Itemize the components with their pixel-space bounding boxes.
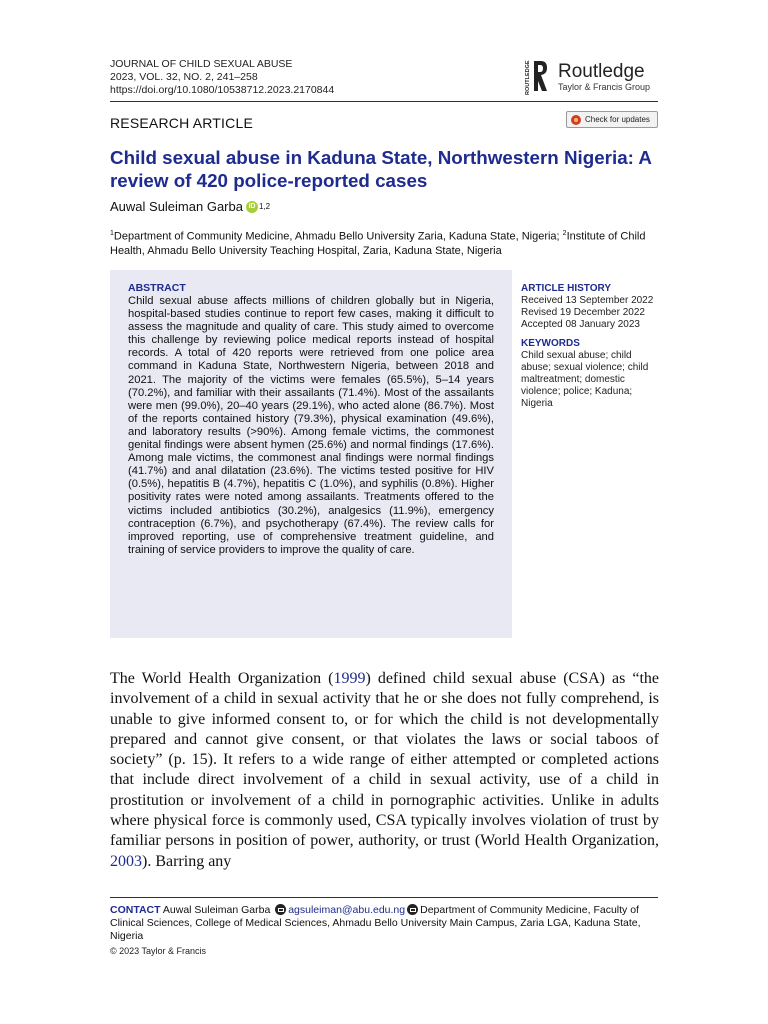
keywords-list: Child sexual abuse; child abuse; sexual violence; child maltreatment; domestic violence; police; Kaduna; Nigeria	[521, 349, 649, 410]
affiliation-1: Department of Community Medicine, Ahmadu Bello University Zaria, Kaduna State, Nigeria;	[113, 230, 563, 243]
copyright-notice: © 2023 Taylor & Francis	[110, 946, 207, 956]
keywords-heading: KEYWORDS	[521, 337, 580, 349]
header-divider	[110, 101, 658, 102]
article-type: RESEARCH ARTICLE	[110, 115, 253, 131]
email-icon	[275, 904, 286, 915]
author-line	[110, 199, 270, 214]
footer-divider	[110, 897, 658, 898]
contact-email-link[interactable]: agsuleiman@abu.edu.ng	[288, 904, 406, 916]
check-for-updates-button[interactable]	[566, 111, 658, 128]
contact-footnote	[110, 904, 660, 943]
author-name[interactable]: Auwal Suleiman Garba	[110, 199, 243, 214]
journal-header	[110, 58, 334, 97]
publisher-logo	[524, 56, 650, 98]
affiliation-2: Institute of Child Health, Ahmadu Bello University Teaching Hospital, Zaria, Kaduna State, Nigeria	[110, 230, 646, 257]
body-paragraph	[110, 669, 659, 872]
accepted-date: Accepted 08 January 2023	[521, 319, 640, 331]
contact-address: Department of Community Medicine, Faculty of Clinical Sciences, College of Medical Sciences, Ahmadu Bello University Main Campus, Zaria LGA, Kaduna State, Nigeria	[110, 904, 641, 942]
address-icon	[407, 904, 418, 915]
author-affiliation-marks: 1,2	[258, 202, 271, 211]
article-sidebar	[521, 282, 661, 411]
publisher-name: Routledge	[558, 60, 645, 82]
body-text-2: ) defined child sexual abuse (CSA) as “the involvement of a child in sexual activity that he or she does not fully comprehend, is unable to give informed consent to, or for which the child is not developmentally prepared and cannot give consent, or that violates the laws or social taboos of society” (p. 15). It refers to a wide range of either attempted or completed actions that include direct involvement of a child in sexual activity, use of a child in prostitution or involvement of a child in pornographic activities. Unlike in adults where physical force is commonly used, CSA typically involves violation of trust by familiar persons in position of power, authority, or trust (World Health Organization,	[110, 670, 660, 850]
affiliation-mark-1: 1	[110, 230, 114, 237]
affiliation-mark-2: 2	[562, 230, 567, 237]
article-history-heading: ARTICLE HISTORY	[521, 283, 612, 294]
orcid-icon[interactable]: iD	[246, 201, 258, 213]
abstract-box	[110, 270, 512, 638]
abstract-text: Child sexual abuse affects millions of children globally but in Nigeria, hospital-based studies continue to report few cases, making it difficult to assess the magnitude and quality of care. This study aimed to overcome this challenge by reviewing police medical reports instead of hospital records. A total of 420 reports were retrieved from one police area command in Kaduna State, Northwestern Nigeria, between 2018 and 2021. The majority of the victims were females (65.5%), 5–14 years (70.2%), and familiar with their assailants (71.4%). Most of the assailants were men (99.0%), 20–40 years (29.1%), who acted alone (86.7%). Most of the reports contained history (79.3%), physical examination (49.6%), and laboratory results (>90%). Among female victims, the commonest genital findings were absent hymen (25.6%) and normal findings (17.6%). Among male victims, the commonest anal findings were normal findings (41.7%) and anal dilatation (23.6%). The victims tested positive for HIV (0.5%), hepatitis B (4.7%), hepatitis C (1.0%), and syphilis (0.8%). Higher positivity rates were noted among assailants. Treatments offered to the victims included antibiotics (30.2%), analgesics (11.9%), emergency contraception (6.7%), and psychotherapy (67.4%). The review calls for improved reporting, use of comprehensive treatment guideline, and training of service providers to improve the quality of care.	[128, 295, 494, 556]
body-text-3: ). Barring any	[142, 852, 232, 870]
doi-link[interactable]: https://doi.org/10.1080/10538712.2023.2170844	[110, 84, 335, 96]
body-text-1: The World Health Organization (	[110, 670, 334, 687]
contact-name: Auwal Suleiman Garba	[162, 904, 271, 916]
citation-link-1999[interactable]: 1999	[333, 670, 366, 687]
journal-volume: 2023, VOL. 32, NO. 2, 241–258	[110, 71, 258, 83]
revised-date: Revised 19 December 2022	[521, 307, 645, 319]
publisher-group: Taylor & Francis Group	[558, 81, 651, 92]
contact-label: CONTACT	[110, 904, 161, 916]
affiliations	[110, 227, 660, 258]
check-for-updates-label: Check for updates	[585, 115, 650, 124]
citation-link-2003[interactable]: 2003	[110, 852, 142, 870]
abstract-heading: ABSTRACT	[128, 282, 186, 294]
crossmark-icon	[571, 115, 581, 125]
article-title: Child sexual abuse in Kaduna State, Northwestern Nigeria: A review of 420 police-reported cases	[110, 147, 652, 191]
received-date: Received 13 September 2022	[521, 295, 654, 306]
routledge-logo-icon	[524, 57, 550, 97]
journal-name: JOURNAL OF CHILD SEXUAL ABUSE	[110, 58, 293, 70]
publisher-vertical-text: ROUTLEDGE	[525, 60, 531, 95]
